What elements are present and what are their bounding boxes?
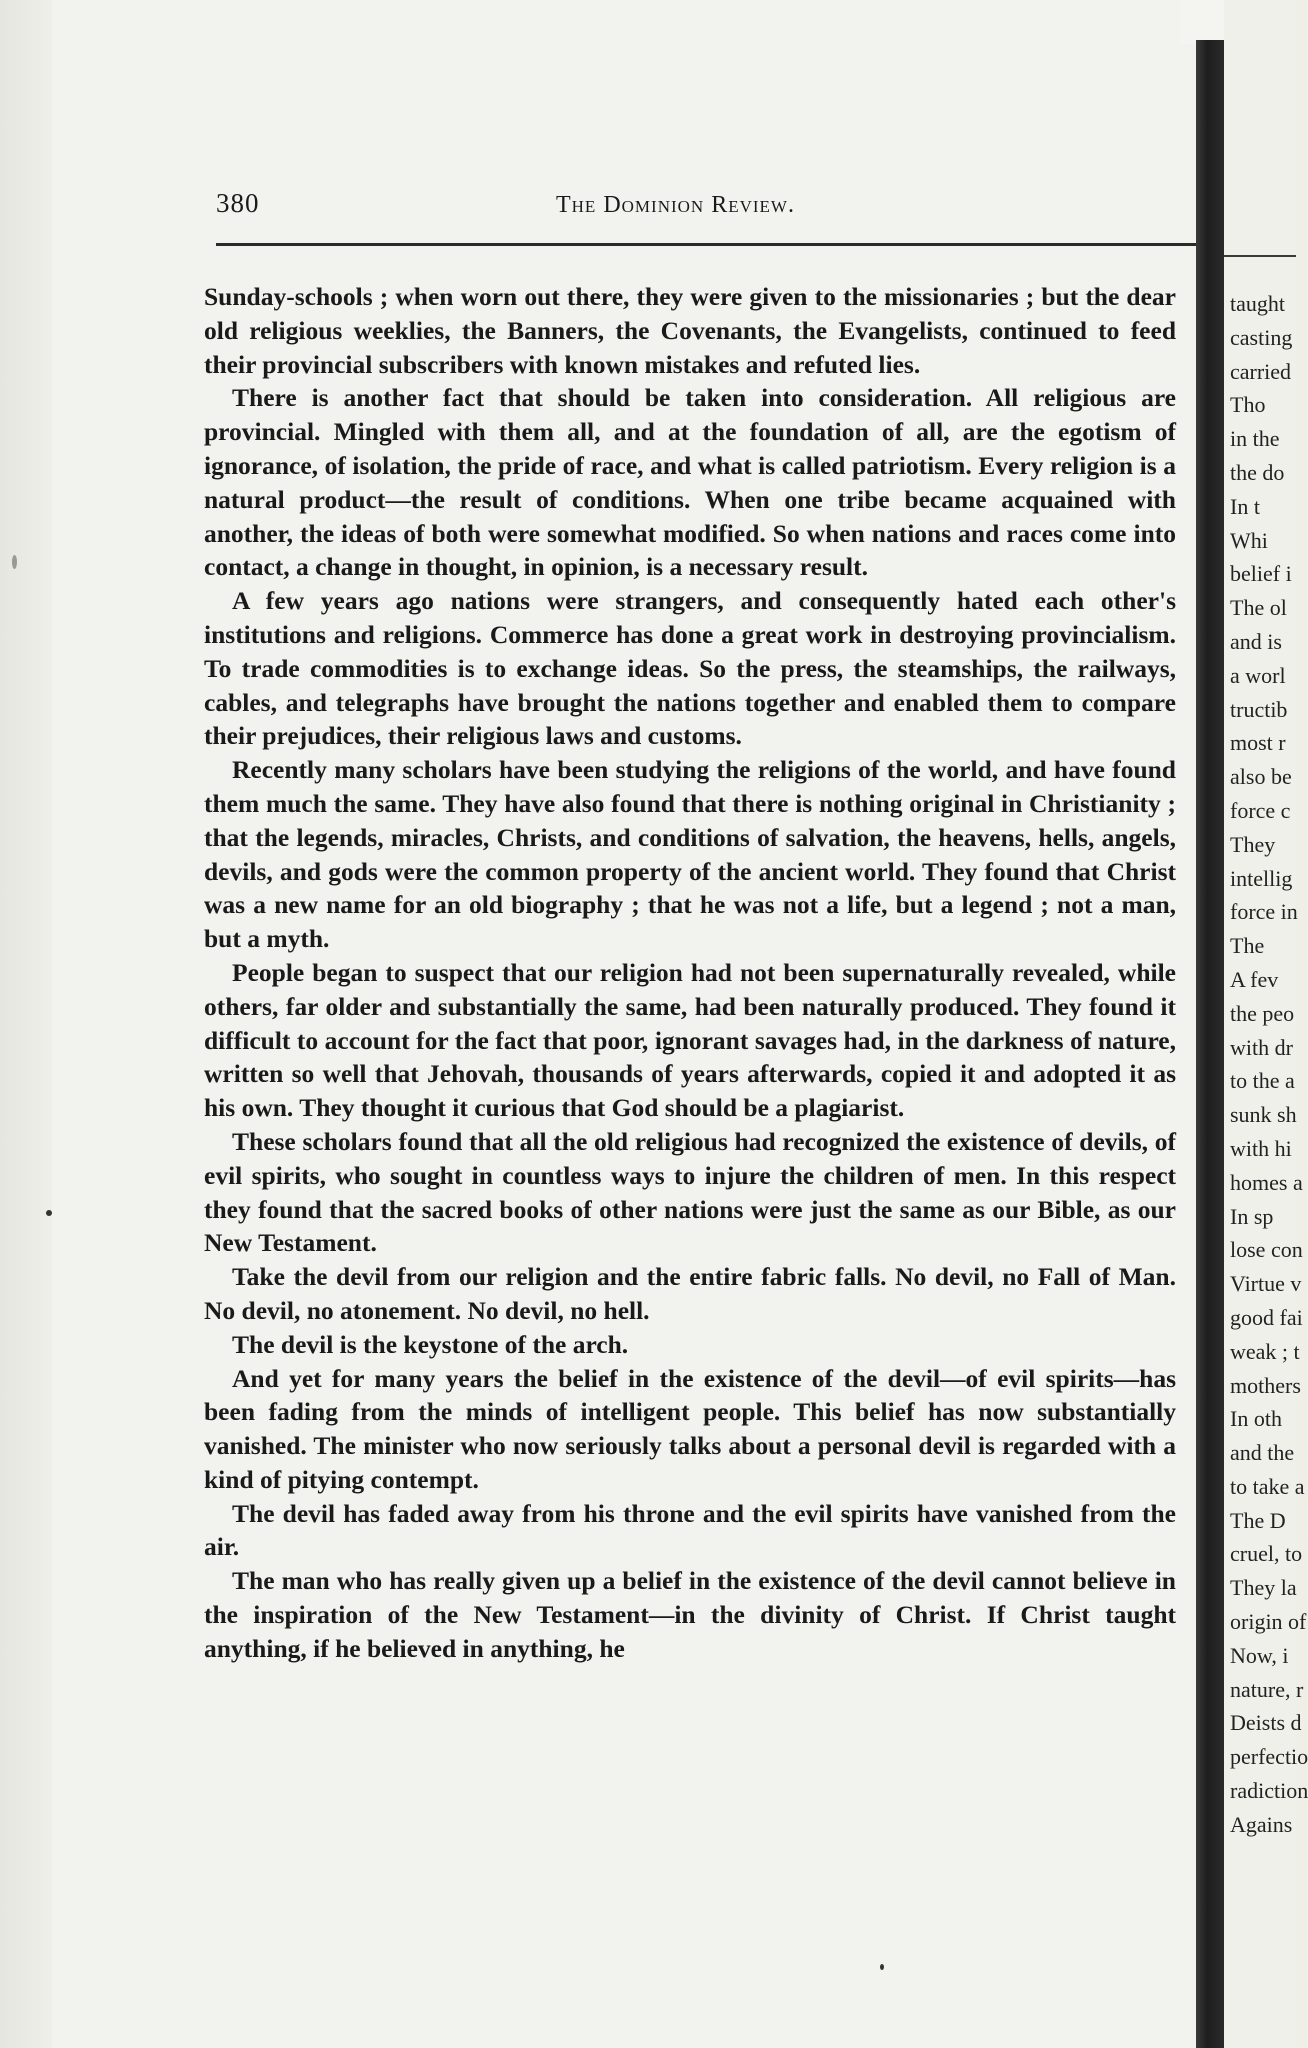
book-gutter: [1196, 40, 1224, 2048]
facing-line: also be: [1230, 764, 1292, 790]
paragraph: People began to suspect that our religion had not been supernaturally revealed, while others, far older and substantially the same, had been naturally produced. They found it difficult to account for the fact that poor, ignorant savages had, in the darkness of nature, written so well that Jehovah, thousands of years afterwards, copied it and adopted it as his own. They thought it curious that God should be a plagiarist.: [204, 957, 1176, 1123]
facing-line: mothers: [1230, 1372, 1301, 1398]
facing-line: A fev: [1230, 966, 1279, 992]
facing-line: The D: [1230, 1507, 1286, 1533]
facing-line: with dr: [1230, 1034, 1293, 1060]
facing-line: They: [1230, 831, 1276, 857]
facing-line: and is: [1230, 628, 1282, 654]
facing-line: sunk sh: [1230, 1102, 1297, 1128]
facing-line: perfectio: [1230, 1744, 1308, 1770]
facing-line: good fai: [1230, 1304, 1303, 1330]
speck: [46, 1210, 52, 1216]
facing-page: [1224, 0, 1308, 2048]
facing-line: and the: [1230, 1440, 1295, 1466]
paragraph: The man who has really given up a belief in the existence of the devil cannot believe in the inspiration of the New Testament—in the divinity of Christ. If Christ taught anything, if he believed in anything, he: [204, 1566, 1176, 1663]
page-header: [216, 188, 1192, 232]
paragraph: The devil is the keystone of the arch.: [232, 1329, 629, 1359]
facing-line: carried: [1230, 358, 1292, 384]
facing-line: Deists d: [1230, 1710, 1302, 1736]
facing-line: They la: [1230, 1575, 1297, 1601]
facing-line: belief i: [1230, 561, 1292, 587]
paragraph: A few years ago nations were strangers, and consequently hated each other's institutions and religions. Commerce has done a great work in destroying provincialism. To trade commodities is to exchange ideas. So the press, the steamships, the railways, cables, and telegraphs have brought the nations together and enabled them to compare their prejudices, their religious laws and customs.: [204, 586, 1176, 751]
facing-line: tructib: [1230, 696, 1288, 722]
paragraph: There is another fact that should be taken into consideration. All religious are provincial. Mingled with them all, and at the foundation of all, are the egotism of ignorance, of isolation, the pride of race, and what is called patriotism. Every religion is a natural product—the result of conditions. When one tribe became acquained with another, the ideas of both were somewhat modified. So when nations and races come into contact, a change in thought, in opinion, is a necessary result.: [204, 383, 1176, 582]
facing-line: to the a: [1230, 1068, 1295, 1094]
facing-line: weak ; t: [1230, 1338, 1300, 1364]
facing-line: the peo: [1230, 1000, 1295, 1026]
facing-line: with hi: [1230, 1135, 1292, 1161]
facing-page-text: [1230, 287, 1308, 1842]
facing-line: most r: [1230, 730, 1286, 756]
facing-line: Whi: [1230, 527, 1268, 553]
paragraph: These scholars found that all the old religious had recognized the existence of devils, of evil spirits, who sought in countless ways to injure the children of men. In this respect they found that the sacred books of other nations were just the same as our Bible, as our New Testament.: [204, 1126, 1176, 1258]
facing-line: homes a: [1230, 1169, 1303, 1195]
facing-line: Virtue v: [1230, 1271, 1302, 1297]
body-text: [204, 280, 1176, 1666]
facing-line: Tho: [1230, 392, 1266, 418]
facing-line: cruel, to: [1230, 1541, 1303, 1567]
paragraph: And yet for many years the belief in the existence of the devil—of evil spirits—has been fading from the minds of intelligent people. This belief has now substantially vanished. The minister who now seriously talks about a personal devil is regarded with a kind of pitying contempt.: [204, 1363, 1176, 1494]
page-number: 380: [216, 188, 260, 218]
facing-line: In sp: [1230, 1203, 1274, 1229]
facing-line: lose con: [1230, 1237, 1303, 1263]
paragraph: The devil has faded away from his throne and the evil spirits have vanished from the air.: [204, 1498, 1176, 1562]
facing-line: The ol: [1230, 595, 1287, 621]
facing-line: radiction: [1230, 1778, 1308, 1804]
speck: [12, 555, 17, 569]
paragraph: Sunday-schools ; when worn out there, they were given to the missionaries ; but the dear old religious weeklies, the Banners, the Covenants, the Evangelists, continued to feed their provincial subscribers with known mistakes and refuted lies.: [204, 282, 1176, 379]
speck: [880, 1964, 884, 1970]
facing-line: Now, i: [1230, 1642, 1289, 1668]
facing-line: intellig: [1230, 865, 1293, 891]
facing-line: the do: [1230, 459, 1285, 485]
facing-line: force c: [1230, 797, 1291, 823]
facing-header-rule: [1224, 255, 1296, 257]
facing-line: Agains: [1230, 1811, 1293, 1837]
facing-line: a worl: [1230, 662, 1286, 688]
facing-line: to take a: [1230, 1473, 1305, 1499]
paragraph: Take the devil from our religion and the entire fabric falls. No devil, no Fall of Man. No devil, no atonement. No devil, no hell.: [204, 1262, 1176, 1325]
scan-margin: [0, 0, 60, 2048]
facing-line: origin of: [1230, 1609, 1307, 1635]
facing-line: casting: [1230, 324, 1293, 350]
running-title: The Dominion Review.: [556, 192, 795, 218]
paragraph: Recently many scholars have been studying the religions of the world, and have found them much the same. They have also found that there is nothing original in Christianity ; that the legends, miracles, Christs, and conditions of salvation, the heavens, hells, angels, devils, and gods were the common property of the ancient world. They found that Christ was a new name for an old biography ; that he was not a life, but a legend ; not a man, but a myth.: [204, 755, 1176, 954]
facing-line: In t: [1230, 493, 1260, 519]
facing-line: The: [1230, 933, 1265, 959]
header-rule: [216, 243, 1206, 246]
facing-line: force in: [1230, 899, 1298, 925]
facing-line: nature, r: [1230, 1676, 1304, 1702]
facing-line: In oth: [1230, 1406, 1282, 1432]
facing-line: taught: [1230, 291, 1285, 316]
facing-line: in the: [1230, 426, 1280, 452]
